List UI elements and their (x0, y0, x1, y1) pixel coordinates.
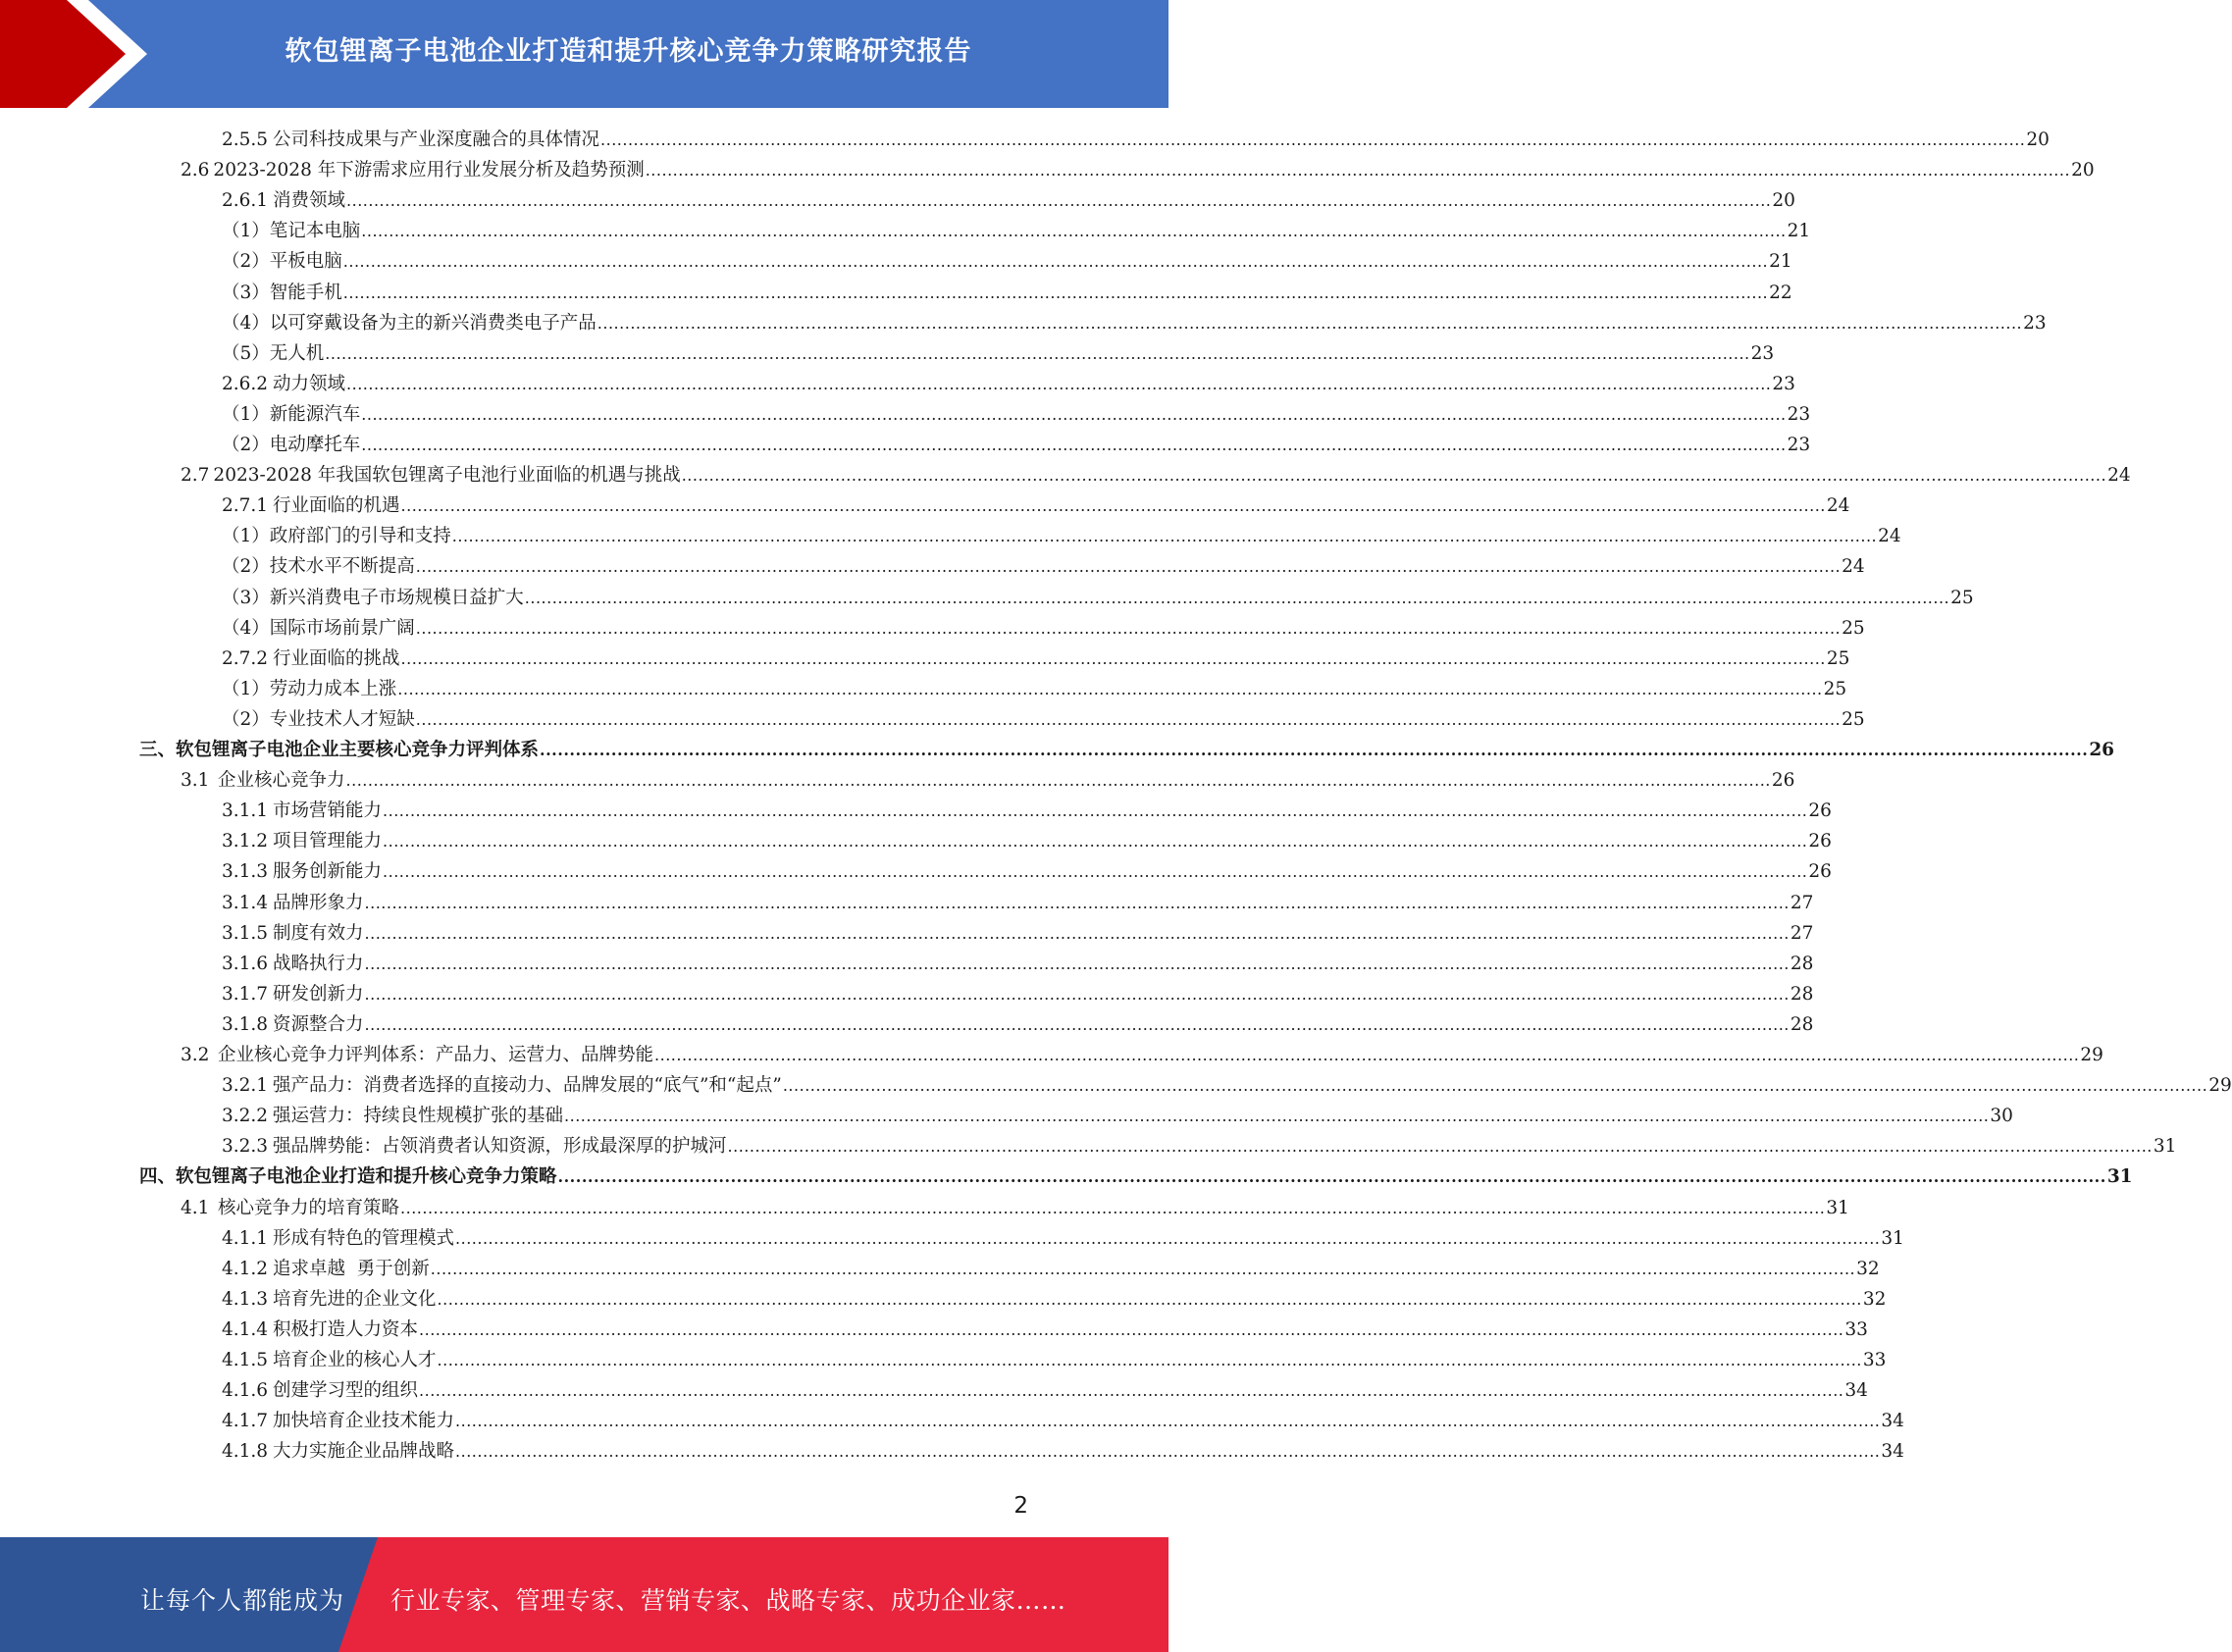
toc-entry (222, 704, 415, 735)
toc-dot-leader: .................................................................................................................................................................................................................................................................... (400, 496, 1826, 516)
toc-page-number: 20 (1772, 190, 1795, 212)
toc-page-number: 23 (1787, 403, 1811, 425)
toc-entry (222, 979, 364, 1009)
toc-dot-leader: .................................................................................................................................................................................................................................................................... (364, 984, 1790, 1004)
toc-row[interactable] (222, 796, 1832, 826)
toc-dot-leader: .................................................................................................................................................................................................................................................................... (361, 436, 1787, 454)
toc-entry (222, 949, 364, 979)
toc-entry-number: （3） (222, 282, 270, 303)
toc-entry-title: 专业技术人才短缺 (269, 708, 415, 730)
toc-dot-leader: .................................................................................................................................................................................................................................................................... (415, 557, 1842, 577)
toc-dot-leader: .................................................................................................................................................................................................................................................................... (654, 1046, 2080, 1064)
toc-page-number: 20 (2026, 129, 2050, 150)
toc-page-number: 24 (1842, 556, 1865, 578)
toc-row[interactable] (222, 613, 1865, 644)
toc-entry (222, 1131, 727, 1162)
toc-entry-title: 积极打造人力资本 (273, 1318, 419, 1340)
toc-page-number: 34 (1881, 1411, 1904, 1432)
toc-entry-number: 3.2.2 (222, 1106, 269, 1127)
toc-entry-number: （2） (222, 435, 270, 455)
toc-dot-leader: .................................................................................................................................................................................................................................................................... (400, 648, 1826, 668)
toc-entry-title: 公司科技成果与产业深度融合的具体情况 (273, 129, 600, 150)
toc-dot-leader: .................................................................................................................................................................................................................................................................... (346, 374, 1772, 393)
toc-entry (222, 551, 415, 582)
toc-dot-leader: .................................................................................................................................................................................................................................................................... (600, 130, 2026, 149)
toc-entry-number: 2.7.1 (222, 495, 269, 517)
toc-page-number: 22 (1769, 282, 1792, 303)
toc-entry-title: 行业面临的挑战 (273, 647, 400, 669)
toc-entry-title: 大力实施企业品牌战略 (273, 1441, 455, 1463)
toc-page-number: 34 (1844, 1380, 1868, 1402)
toc-entry-number: （1） (222, 221, 270, 242)
toc-entry (222, 1009, 364, 1040)
toc-page-number: 33 (1862, 1350, 1887, 1370)
toc-dot-leader: .................................................................................................................................................................................................................................................................... (782, 1076, 2208, 1096)
toc-row[interactable] (222, 125, 2050, 155)
toc-entry-number: 4.1.3 (222, 1288, 269, 1310)
toc-entry-title: 软包锂离子电池企业打造和提升核心竞争力策略 (176, 1166, 557, 1188)
toc-entry-number: 4.1.1 (222, 1227, 269, 1249)
toc-entry (222, 1436, 454, 1467)
toc-page-number: 25 (1823, 678, 1847, 699)
toc-page-number: 24 (2107, 465, 2131, 487)
toc-row[interactable] (222, 216, 1811, 246)
toc-entry-title: 项目管理能力 (273, 831, 383, 852)
toc-page-number: 26 (1771, 770, 1795, 792)
toc-entry-title: 企业核心竞争力评判体系：产品力、运营力、品牌势能 (218, 1045, 654, 1065)
toc-row[interactable] (222, 826, 1832, 856)
toc-entry (222, 1223, 454, 1254)
toc-dot-leader: .................................................................................................................................................................................................................................................................... (430, 1259, 1856, 1278)
toc-row[interactable] (222, 918, 1814, 949)
toc-entry-number: 3.1 (181, 770, 210, 792)
toc-entry-title: 以可穿戴设备为主的新兴消费类电子产品 (269, 312, 597, 334)
toc-row[interactable] (222, 1223, 1904, 1254)
toc-page-number: 25 (1950, 587, 1974, 608)
toc-dot-leader: .................................................................................................................................................................................................................................................................... (597, 313, 2023, 333)
toc-entry-number: 2.6.2 (222, 373, 269, 394)
toc-entry (139, 1162, 557, 1192)
toc-page-number: 23 (2023, 312, 2047, 334)
toc-entry-number: 2.5.5 (222, 129, 269, 150)
header-band (0, 0, 1168, 108)
page-number: 2 (1013, 1493, 1028, 1519)
toc-row[interactable] (222, 1131, 2177, 1162)
toc-entry (222, 1284, 437, 1315)
toc-entry-number: 4.1.2 (222, 1258, 269, 1279)
toc-entry (222, 246, 342, 277)
toc-dot-leader: .................................................................................................................................................................................................................................................................... (645, 161, 2071, 181)
toc-dot-leader: .................................................................................................................................................................................................................................................................... (419, 1319, 1844, 1339)
toc-row[interactable] (139, 735, 2115, 765)
toc-dot-leader: .................................................................................................................................................................................................................................................................... (437, 1289, 1862, 1309)
toc-page-number: 24 (1826, 495, 1850, 517)
toc-entry (222, 1315, 418, 1345)
toc-entry-number: 3.2.3 (222, 1136, 269, 1158)
toc-entry-title: 国际市场前景广阔 (269, 617, 415, 639)
toc-row[interactable] (222, 338, 1775, 369)
toc-entry-title: 新兴消费电子市场规模日益扩大 (269, 587, 524, 608)
toc-dot-leader: .................................................................................................................................................................................................................................................................... (364, 923, 1790, 943)
toc-dot-leader: .................................................................................................................................................................................................................................................................... (364, 1014, 1790, 1034)
toc-page-number: 26 (1808, 861, 1832, 883)
toc-row[interactable] (222, 704, 1865, 735)
toc-entry (222, 430, 360, 460)
toc-entry-number: 3.1.1 (222, 800, 269, 822)
toc-page-number: 25 (1842, 617, 1865, 639)
toc-entry-title: 追求卓越 勇于创新 (273, 1258, 430, 1279)
toc-page-number: 30 (1990, 1106, 2013, 1127)
toc-page-number: 26 (2089, 740, 2115, 760)
toc-row[interactable] (139, 1162, 2133, 1192)
toc-dot-leader: .................................................................................................................................................................................................................................................................... (361, 404, 1787, 424)
toc-entry-title: 笔记本电脑 (269, 221, 361, 242)
toc-row[interactable] (181, 460, 2131, 490)
toc-row[interactable] (222, 644, 1850, 674)
toc-entry (222, 369, 345, 399)
toc-row[interactable] (222, 1375, 1868, 1406)
toc-row[interactable] (222, 399, 1811, 430)
toc-entry-title: 品牌形象力 (273, 892, 364, 913)
toc-entry (181, 765, 345, 796)
toc-entry-number: 4.1.8 (222, 1441, 269, 1463)
toc-entry-number: （1） (222, 403, 270, 425)
toc-entry-number: 3.1.4 (222, 892, 269, 913)
toc-entry (222, 216, 360, 246)
toc-entry-title: 强品牌势能：占领消费者认知资源，形成最深厚的护城河 (273, 1136, 727, 1158)
toc-dot-leader: .................................................................................................................................................................................................................................................................... (364, 954, 1790, 973)
toc-entry-number: 2.6 (181, 160, 210, 181)
toc-entry-number: 3.1.8 (222, 1013, 269, 1035)
toc-entry-number: （4） (222, 617, 270, 639)
toc-entry (222, 338, 324, 369)
toc-entry (222, 826, 382, 856)
toc-page-number: 29 (2208, 1075, 2232, 1097)
toc-entry-title: 制度有效力 (273, 922, 364, 944)
toc-page-number: 23 (1772, 373, 1795, 394)
arrow-decoration-icon (0, 0, 157, 108)
toc-entry-title: 消费领域 (273, 190, 346, 212)
toc-dot-leader: .................................................................................................................................................................................................................................................................... (455, 1228, 1881, 1248)
toc-entry (222, 674, 396, 704)
toc-entry-title: 动力领域 (273, 373, 346, 394)
toc-entry-number: （1） (222, 526, 270, 547)
toc-row[interactable] (222, 979, 1814, 1009)
toc-entry-number: 3.2.1 (222, 1075, 269, 1097)
toc-page-number: 31 (1881, 1227, 1904, 1249)
toc-row[interactable] (222, 246, 1792, 277)
toc-entry-number: 4.1 (181, 1197, 210, 1218)
toc-entry-title: 智能手机 (269, 282, 342, 303)
toc-row[interactable] (222, 521, 1901, 551)
toc-dot-leader: .................................................................................................................................................................................................................................................................... (364, 893, 1790, 912)
toc-page-number: 29 (2080, 1045, 2103, 1065)
toc-dot-leader: .................................................................................................................................................................................................................................................................... (345, 771, 1771, 791)
toc-dot-leader: .................................................................................................................................................................................................................................................................... (455, 1442, 1881, 1462)
toc-row[interactable] (222, 551, 1865, 582)
toc-row[interactable] (181, 1040, 2103, 1070)
toc-entry-number: 四、 (139, 1166, 177, 1188)
toc-entry (222, 308, 597, 338)
toc-dot-leader: .................................................................................................................................................................................................................................................................... (383, 801, 1808, 821)
toc-entry-title: 劳动力成本上涨 (269, 678, 397, 699)
toc-row[interactable] (222, 1254, 1880, 1284)
toc-page-number: 31 (1826, 1197, 1849, 1218)
toc-dot-leader: .................................................................................................................................................................................................................................................................... (451, 527, 1878, 546)
toc-entry-number: 3.1.6 (222, 953, 269, 974)
footer-band (0, 1537, 1168, 1652)
toc-dot-leader: .................................................................................................................................................................................................................................................................... (383, 862, 1808, 882)
toc-row[interactable] (222, 1436, 1904, 1467)
toc-entry-title: 服务创新能力 (273, 861, 383, 883)
toc-row[interactable] (222, 856, 1832, 887)
toc-entry-number: 三、 (139, 740, 177, 760)
toc-entry (222, 888, 364, 918)
toc-entry (222, 125, 599, 155)
toc-entry (181, 1040, 653, 1070)
toc-entry-title: 研发创新力 (273, 983, 364, 1005)
toc-entry-number: （2） (222, 556, 270, 578)
toc-dot-leader: .................................................................................................................................................................................................................................................................... (681, 466, 2107, 486)
toc-entry-number: （3） (222, 587, 270, 608)
toc-dot-leader: .................................................................................................................................................................................................................................................................... (557, 1167, 2106, 1187)
toc-page-number: 23 (1750, 342, 1775, 364)
toc-dot-leader: .................................................................................................................................................................................................................................................................... (524, 588, 1950, 607)
toc-row[interactable] (222, 490, 1850, 521)
toc-entry-number: 2.7.2 (222, 647, 269, 669)
toc-entry-title: 培育先进的企业文化 (273, 1288, 437, 1310)
toc-entry-title: 强运营力：持续良性规模扩张的基础 (273, 1106, 564, 1127)
toc-entry (222, 399, 360, 430)
toc-entry-title: 培育企业的核心人才 (273, 1350, 437, 1370)
toc-page-number: 26 (1808, 800, 1832, 822)
toc-row[interactable] (222, 1101, 2013, 1131)
toc-row[interactable] (222, 674, 1847, 704)
toc-entry-title: 加快培育企业技术能力 (273, 1411, 455, 1432)
toc-entry (222, 796, 382, 826)
toc-entry (181, 155, 645, 185)
toc-entry (222, 918, 364, 949)
toc-entry (222, 583, 524, 613)
toc-entry-number: 4.1.5 (222, 1350, 269, 1370)
toc-dot-leader: .................................................................................................................................................................................................................................................................... (727, 1137, 2153, 1157)
toc-row[interactable] (222, 1009, 1814, 1040)
toc-page-number: 32 (1862, 1288, 1887, 1310)
footer-roles: 行业专家、管理专家、营销专家、战略专家、成功企业家…… (390, 1586, 1066, 1615)
toc-entry (222, 856, 382, 887)
toc-row[interactable] (222, 308, 2047, 338)
toc-dot-leader: .................................................................................................................................................................................................................................................................... (397, 679, 1823, 698)
toc-row[interactable] (222, 1406, 1904, 1436)
toc-dot-leader: .................................................................................................................................................................................................................................................................... (564, 1107, 1990, 1126)
toc-entry-title: 软包锂离子电池企业主要核心竞争力评判体系 (176, 740, 540, 760)
toc-entry-title: 无人机 (269, 342, 325, 364)
toc-entry-title: 战略执行力 (273, 953, 364, 974)
toc-dot-leader: .................................................................................................................................................................................................................................................................... (383, 832, 1808, 852)
toc-page-number: 34 (1881, 1441, 1904, 1463)
toc-page-number: 31 (2106, 1166, 2133, 1188)
toc-entry-title: 2023-2028 年我国软包锂离子电池行业面临的机遇与挑战 (213, 465, 681, 487)
toc-entry-number: 3.1.3 (222, 861, 269, 883)
toc-entry-title: 政府部门的引导和支持 (269, 526, 451, 547)
toc-row[interactable] (222, 430, 1811, 460)
toc-page-number: 25 (1826, 647, 1850, 669)
toc-entry-title: 资源整合力 (273, 1013, 364, 1035)
toc-entry (222, 1345, 437, 1375)
toc-page-number: 28 (1790, 953, 1814, 974)
toc-entry (222, 185, 345, 216)
toc-entry-number: （2） (222, 708, 270, 730)
toc-entry-title: 创建学习型的组织 (273, 1380, 419, 1402)
toc-dot-leader: .................................................................................................................................................................................................................................................................... (400, 1198, 1826, 1217)
toc-page-number: 21 (1787, 221, 1811, 242)
toc-entry-title: 市场营销能力 (273, 800, 383, 822)
toc-entry (222, 521, 451, 551)
toc-entry (222, 490, 400, 521)
toc-entry (222, 613, 415, 644)
toc-page-number: 21 (1769, 251, 1792, 273)
toc-entry-title: 平板电脑 (269, 251, 342, 273)
toc-entry-number: 3.1.2 (222, 831, 269, 852)
toc-entry-title: 强产品力：消费者选择的直接动力、品牌发展的“底气”和“起点” (273, 1075, 782, 1097)
toc-entry-number: 2.7 (181, 465, 210, 487)
toc-row[interactable] (222, 949, 1814, 979)
toc-entry (181, 460, 681, 490)
toc-row[interactable] (181, 765, 1795, 796)
toc-entry-title: 企业核心竞争力 (218, 770, 345, 792)
toc-entry-number: （1） (222, 678, 270, 699)
toc-dot-leader: .................................................................................................................................................................................................................................................................... (361, 222, 1787, 241)
toc-entry (222, 1254, 430, 1284)
toc-dot-leader: .................................................................................................................................................................................................................................................................... (437, 1351, 1862, 1369)
toc-row[interactable] (181, 1193, 1849, 1223)
footer-slogan: 让每个人都能成为 (140, 1586, 345, 1615)
toc-entry (222, 1101, 563, 1131)
toc-page-number: 24 (1878, 526, 1901, 547)
toc-dot-leader: .................................................................................................................................................................................................................................................................... (346, 191, 1772, 211)
toc-dot-leader: .................................................................................................................................................................................................................................................................... (325, 343, 1750, 363)
toc-entry-title: 行业面临的机遇 (273, 495, 400, 517)
toc-dot-leader: .................................................................................................................................................................................................................................................................... (419, 1381, 1844, 1401)
toc-entry-number: 3.1.5 (222, 922, 269, 944)
toc-page-number: 27 (1790, 922, 1814, 944)
toc-entry-title: 2023-2028 年下游需求应用行业发展分析及趋势预测 (213, 160, 645, 181)
toc-entry (222, 278, 342, 308)
toc-row[interactable] (222, 1284, 1887, 1315)
toc-row[interactable] (222, 1345, 1887, 1375)
toc-entry-number: 2.6.1 (222, 190, 269, 212)
toc-entry-number: （4） (222, 312, 270, 334)
report-title: 软包锂离子电池企业打造和提升核心竞争力策略研究报告 (285, 36, 972, 67)
toc-entry-title: 形成有特色的管理模式 (273, 1227, 455, 1249)
toc-page-number: 28 (1790, 983, 1814, 1005)
toc-dot-leader: .................................................................................................................................................................................................................................................................... (455, 1412, 1881, 1431)
toc-page-number: 27 (1790, 892, 1814, 913)
toc-entry-title: 新能源汽车 (269, 403, 361, 425)
toc-page-number: 28 (1790, 1013, 1814, 1035)
toc-row[interactable] (222, 278, 1792, 308)
toc-entry (222, 1070, 782, 1101)
toc-entry-title: 电动摩托车 (269, 435, 361, 455)
toc-row[interactable] (222, 1070, 2232, 1101)
toc-entry-number: （5） (222, 342, 270, 364)
toc-page-number: 32 (1856, 1258, 1880, 1279)
toc-entry (222, 644, 400, 674)
toc-entry-number: 3.2 (181, 1045, 210, 1065)
toc-dot-leader: .................................................................................................................................................................................................................................................................... (415, 618, 1842, 638)
toc-entry (139, 735, 539, 765)
toc-entry-number: 4.1.4 (222, 1318, 269, 1340)
toc-row[interactable] (222, 185, 1795, 216)
toc-page-number: 20 (2071, 160, 2095, 181)
toc-entry (222, 1375, 418, 1406)
toc-page-number: 23 (1787, 435, 1811, 455)
toc-dot-leader: .................................................................................................................................................................................................................................................................... (342, 283, 1769, 302)
toc-row[interactable] (222, 1315, 1868, 1345)
toc-entry (181, 1193, 399, 1223)
toc-row[interactable] (181, 155, 2095, 185)
toc-page-number: 33 (1844, 1318, 1868, 1340)
toc-page-number: 25 (1842, 708, 1865, 730)
toc-dot-leader: .................................................................................................................................................................................................................................................................... (342, 252, 1769, 272)
toc-page-number: 31 (2153, 1136, 2177, 1158)
toc-entry-title: 核心竞争力的培育策略 (218, 1197, 400, 1218)
toc-entry (222, 1406, 454, 1436)
toc-row[interactable] (222, 888, 1814, 918)
toc-row[interactable] (222, 369, 1795, 399)
toc-page-number: 26 (1808, 831, 1832, 852)
toc-entry-number: （2） (222, 251, 270, 273)
toc-row[interactable] (222, 583, 1974, 613)
toc-entry-title: 技术水平不断提高 (269, 556, 415, 578)
toc-entry-number: 4.1.6 (222, 1380, 269, 1402)
toc-entry-number: 3.1.7 (222, 983, 269, 1005)
toc-entry-number: 4.1.7 (222, 1411, 269, 1432)
toc-dot-leader: .................................................................................................................................................................................................................................................................... (540, 741, 2089, 759)
toc-dot-leader: .................................................................................................................................................................................................................................................................... (415, 709, 1842, 729)
